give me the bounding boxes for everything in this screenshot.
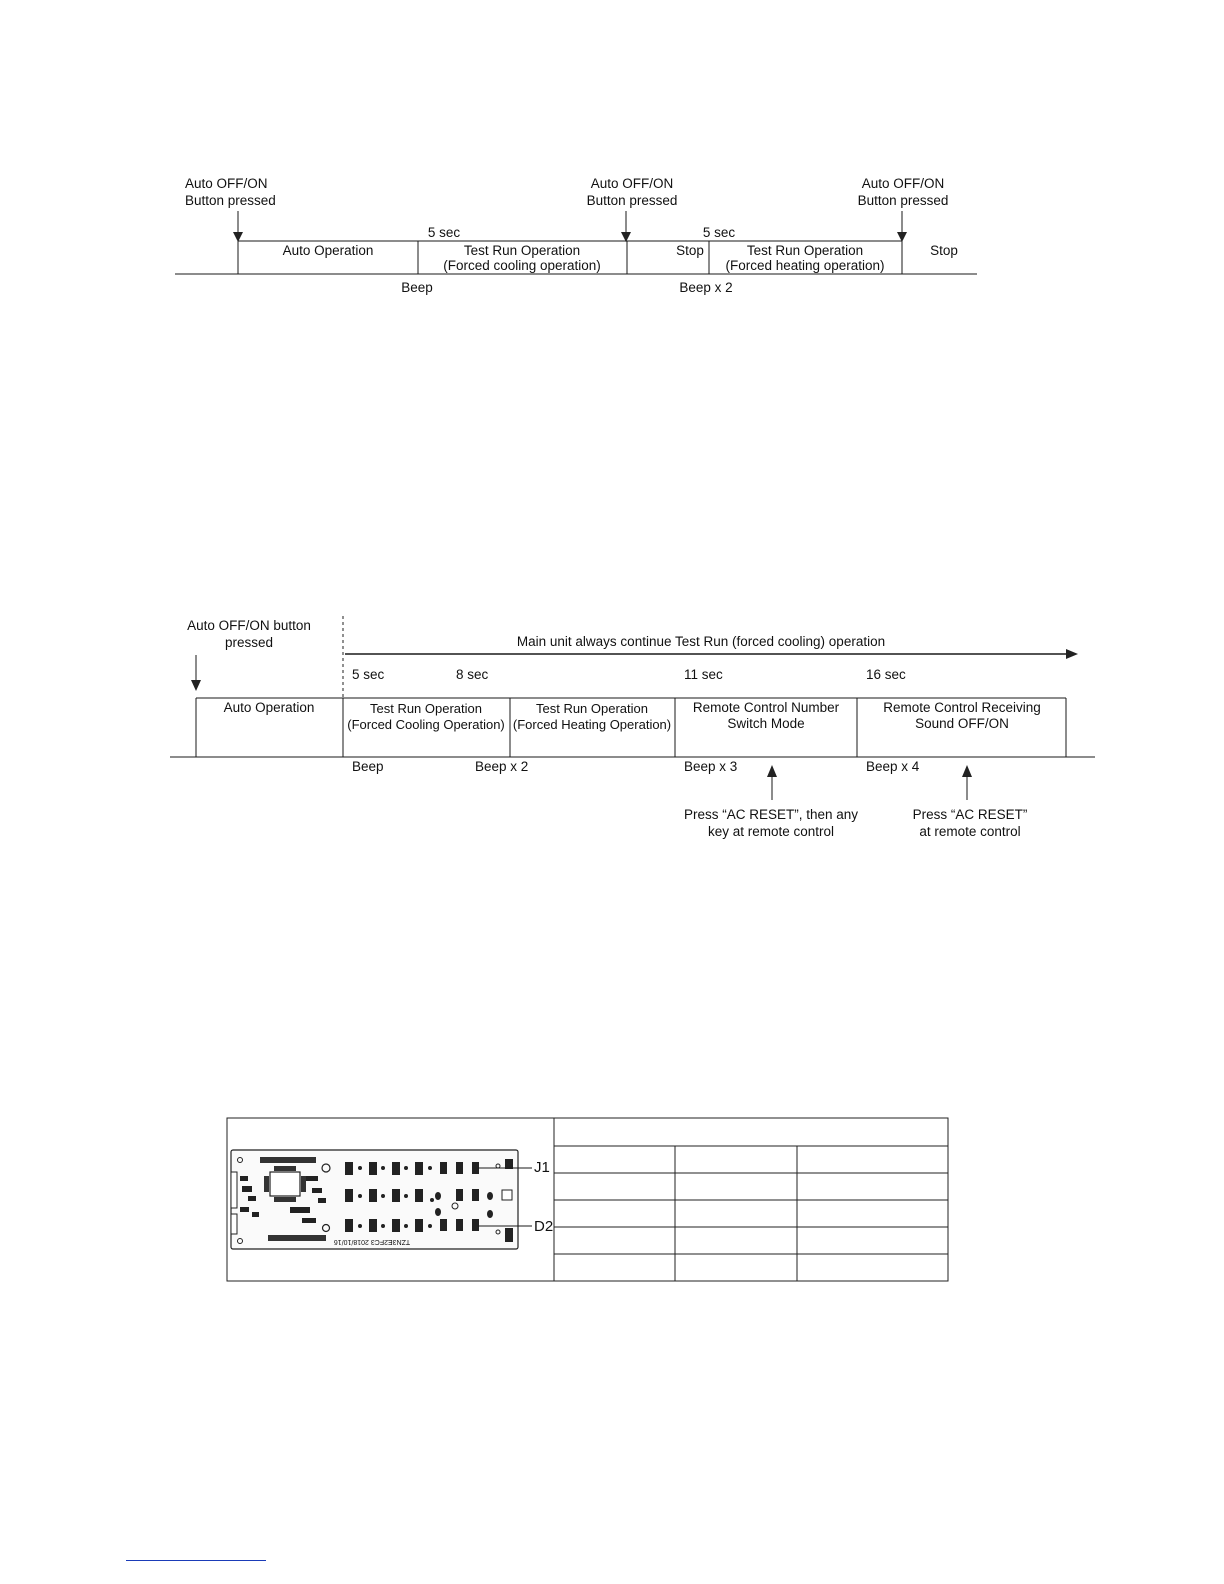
beep-label-4: Beep x 4 bbox=[866, 759, 920, 774]
duration-label-1: 5 sec bbox=[427, 225, 461, 240]
press-label-3-line-1: Auto OFF/ON bbox=[861, 176, 945, 191]
segment-stop-1: Stop bbox=[676, 243, 704, 258]
press-label-2 bbox=[587, 176, 678, 208]
press-label-line-2: pressed bbox=[224, 635, 274, 650]
instruction-1-line-2: key at remote control bbox=[707, 824, 835, 839]
press-label-2-line-2: Button pressed bbox=[586, 193, 678, 208]
segment-auto-operation: Auto Operation bbox=[223, 700, 315, 715]
segment-test-run-heating-line-2: (Forced Heating Operation) bbox=[512, 717, 672, 732]
segment-test-run-cooling-line-2: (Forced cooling operation) bbox=[443, 258, 601, 273]
beep-label-3: Beep x 3 bbox=[684, 759, 738, 774]
segment-test-run-cooling-line-1: Test Run Operation bbox=[369, 701, 483, 716]
instruction-arrow-2 bbox=[962, 765, 972, 800]
press-label-3-line-2: Button pressed bbox=[857, 193, 949, 208]
callout-j1: J1 bbox=[534, 1159, 550, 1176]
instruction-arrow-1 bbox=[767, 765, 777, 800]
segment-test-run-cooling bbox=[347, 701, 505, 732]
time-label-16: 16 sec bbox=[866, 667, 906, 682]
main-note: Main unit always continue Test Run (forced cooling) operation bbox=[516, 634, 886, 649]
segment-remote-receiving-sound bbox=[883, 700, 1041, 731]
instruction-2 bbox=[913, 807, 1028, 839]
instruction-1 bbox=[684, 807, 858, 839]
main-arrow bbox=[345, 649, 1078, 659]
time-label-8: 8 sec bbox=[456, 667, 489, 682]
board-marking: TZN3E2FC3 2018/10/16 bbox=[333, 1238, 411, 1245]
segment-test-run-heating-line-2: (Forced heating operation) bbox=[725, 258, 885, 273]
segment-test-run-heating bbox=[513, 701, 671, 732]
segment-auto-operation: Auto Operation bbox=[282, 243, 374, 258]
instruction-1-line-1: Press “AC RESET”, then any bbox=[683, 807, 859, 822]
press-arrow-2 bbox=[621, 211, 631, 242]
instruction-2-line-1: Press “AC RESET” bbox=[912, 807, 1028, 822]
press-arrow bbox=[191, 655, 201, 691]
pcb-figure bbox=[227, 1118, 948, 1281]
segment-test-run-cooling-line-1: Test Run Operation bbox=[463, 243, 581, 258]
time-label-11: 11 sec bbox=[684, 667, 723, 682]
press-label-1-line-2: Button pressed bbox=[185, 193, 276, 208]
timing-diagram-1 bbox=[175, 176, 977, 295]
beep-label-2: Beep x 2 bbox=[679, 280, 733, 295]
time-label-5: 5 sec bbox=[352, 667, 385, 682]
callout-d2: D2 bbox=[534, 1218, 554, 1235]
segment-test-run-heating-line-1: Test Run Operation bbox=[746, 243, 864, 258]
segment-test-run-heating-line-1: Test Run Operation bbox=[535, 701, 649, 716]
timing-diagram-2 bbox=[170, 616, 1095, 839]
segment-stop-2: Stop bbox=[930, 243, 958, 258]
segment-remote-number-switch bbox=[693, 700, 840, 731]
press-arrow-1 bbox=[233, 211, 243, 242]
segment-test-run-cooling bbox=[443, 243, 601, 273]
footer-link-underline bbox=[126, 1560, 266, 1561]
press-label bbox=[187, 618, 311, 650]
pcb-board-image bbox=[231, 1150, 518, 1249]
segment-test-run-heating bbox=[725, 243, 884, 273]
beep-label-2: Beep x 2 bbox=[475, 759, 529, 774]
press-label-3 bbox=[858, 176, 949, 208]
segment-test-run-cooling-line-2: (Forced Cooling Operation) bbox=[347, 717, 505, 732]
press-label-line-1: Auto OFF/ON button bbox=[187, 618, 311, 633]
beep-label-1: Beep bbox=[352, 759, 384, 774]
press-label-2-line-1: Auto OFF/ON bbox=[590, 176, 674, 191]
instruction-2-line-2: at remote control bbox=[919, 824, 1021, 839]
segment-remote-number-switch-line-2: Switch Mode bbox=[727, 716, 805, 731]
segment-remote-number-switch-line-1: Remote Control Number bbox=[692, 700, 840, 715]
duration-label-2: 5 sec bbox=[702, 225, 736, 240]
segment-remote-receiving-sound-line-2: Sound OFF/ON bbox=[915, 716, 1009, 731]
press-label-1-line-1: Auto OFF/ON bbox=[185, 176, 268, 191]
press-arrow-3 bbox=[897, 211, 907, 242]
beep-label-1: Beep bbox=[401, 280, 433, 295]
press-label-1 bbox=[185, 176, 276, 208]
segment-remote-receiving-sound-line-1: Remote Control Receiving bbox=[883, 700, 1041, 715]
